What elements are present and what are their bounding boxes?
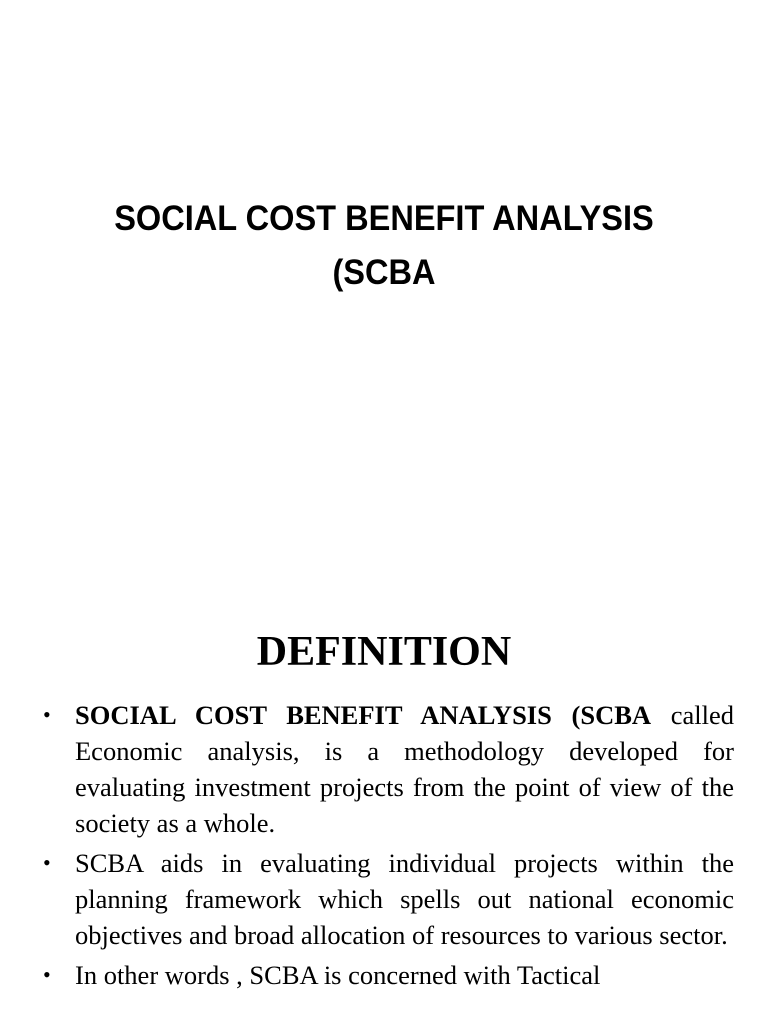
- slide-title-line-2: (SCBA: [332, 253, 436, 292]
- bullet-1-text: called Economic analysis, is a methodology developed for evaluating investment projects from the point of view of the society as a whole.: [75, 700, 735, 838]
- bullet-item-1: [0, 697, 768, 841]
- bullet-icon: •: [43, 702, 51, 727]
- definition-bullet-list: [0, 697, 768, 997]
- bullet-3-text: In other words , SCBA is concerned with Tactical: [75, 960, 601, 990]
- bullet-icon: •: [43, 850, 51, 875]
- bullet-item-3: [0, 957, 768, 993]
- bullet-icon: •: [43, 962, 51, 987]
- slide-title-line-1: SOCIAL COST BENEFIT ANALYSIS: [114, 199, 654, 238]
- bullet-item-2: [0, 845, 768, 953]
- bullet-2-text: SCBA aids in evaluating individual projects within the planning framework which spells out national economic objectives and broad allocation of resources to various sector.: [75, 848, 734, 950]
- definition-heading: DEFINITION: [256, 629, 512, 675]
- title-slide: [0, 192, 768, 300]
- bullet-1-bold-lead: SOCIAL COST BENEFIT ANALYSIS (SCBA: [75, 700, 652, 730]
